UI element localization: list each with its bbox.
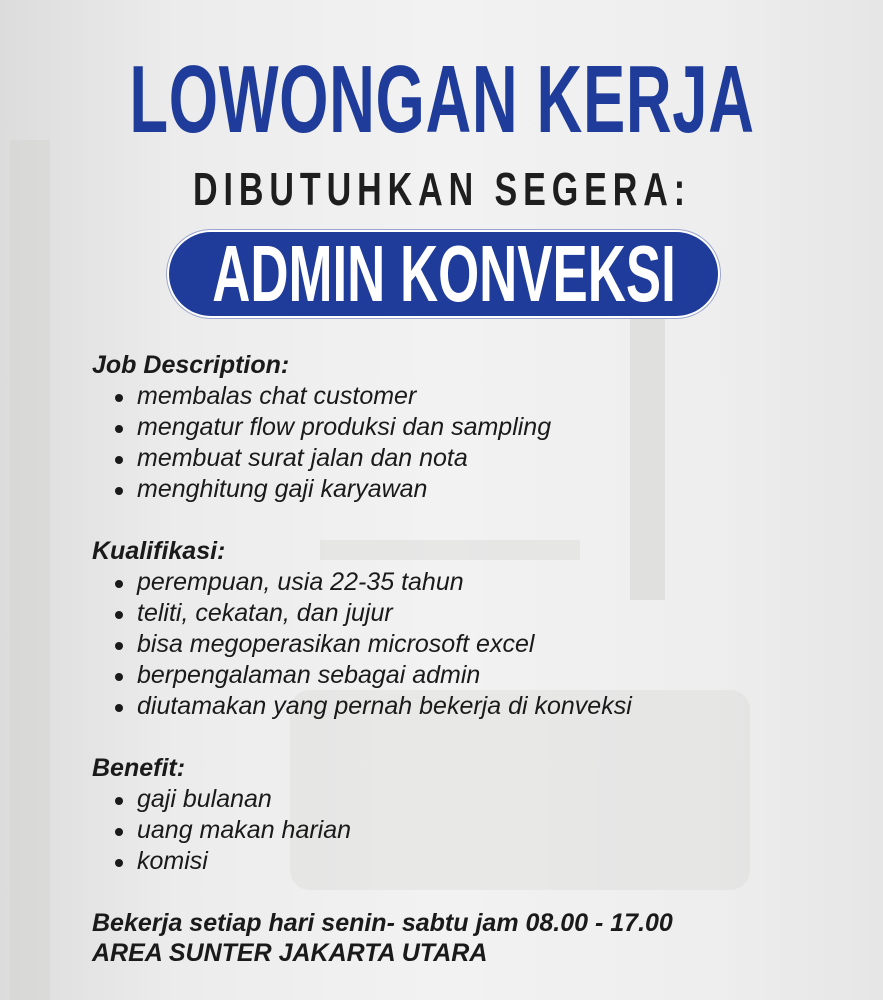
poster-content [92, 350, 673, 968]
list-item: uang makan harian [137, 815, 673, 846]
list-item: gaji bulanan [137, 784, 673, 815]
background-pillar [10, 140, 50, 1000]
position-badge [167, 230, 720, 318]
list-item: mengatur flow produksi dan sampling [137, 412, 673, 443]
job-description-heading: Job Description: [92, 351, 290, 379]
list-item: menghitung gaji karyawan [137, 474, 673, 505]
subtitle [0, 164, 883, 214]
list-item: membalas chat customer [137, 381, 673, 412]
subtitle-text: DIBUTUHKAN SEGERA: [192, 163, 691, 215]
work-schedule: Bekerja setiap hari senin- sabtu jam 08.00 - 17.00 [92, 909, 673, 937]
list-item: diutamakan yang pernah bekerja di konveksi [137, 691, 673, 722]
list-item: berpengalaman sebagai admin [137, 660, 673, 691]
qualifications-list [92, 567, 673, 722]
list-item: bisa megoperasikan microsoft excel [137, 629, 673, 660]
work-location: AREA SUNTER JAKARTA UTARA [92, 939, 488, 967]
position-text: ADMIN KONVEKSI [211, 229, 676, 318]
job-description-list [92, 381, 673, 505]
page-title [0, 46, 883, 153]
list-item: komisi [137, 846, 673, 877]
benefits-heading: Benefit: [92, 754, 186, 782]
qualifications-heading: Kualifikasi: [92, 537, 226, 565]
list-item: membuat surat jalan dan nota [137, 443, 673, 474]
title-text: LOWONGAN KERJA [128, 46, 755, 153]
list-item: perempuan, usia 22-35 tahun [137, 567, 673, 598]
list-item: teliti, cekatan, dan jujur [137, 598, 673, 629]
benefits-list [92, 784, 673, 877]
